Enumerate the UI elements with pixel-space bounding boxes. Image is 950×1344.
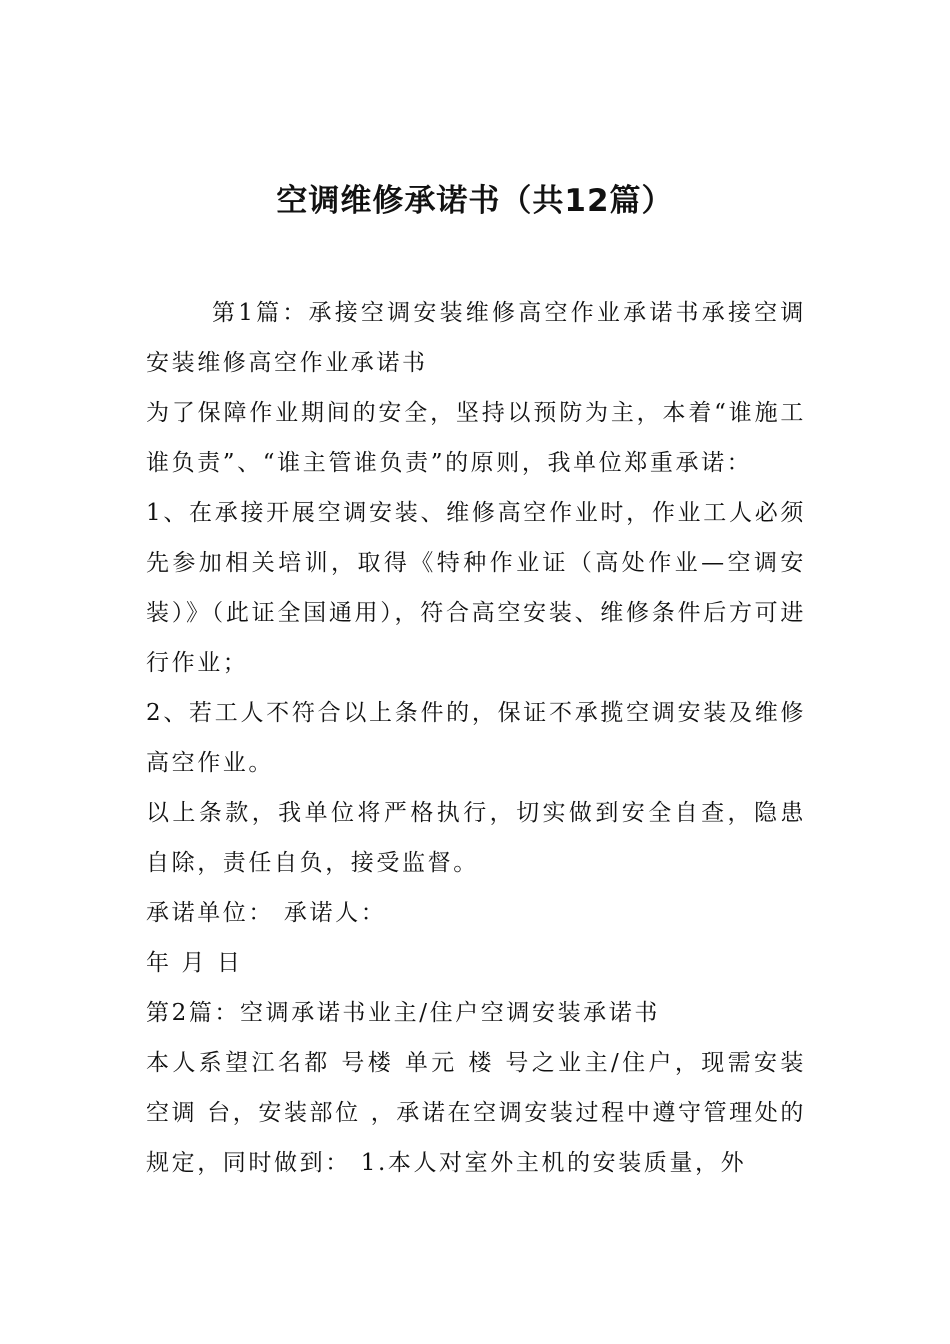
paragraph-section-2-heading: 第2篇：空调承诺书业主/住户空调安装承诺书 (146, 1000, 660, 1026)
paragraph-section-2-body: 本人系望江名都 号楼 单元 楼 号之业主/住户，现需安装空调 台，安装部位 ，承诺在空调安装过程中遵守管理处的规定，同时做到： 1.本人对室外主机的安装质量，外 (146, 1050, 806, 1176)
document-body (146, 288, 806, 1188)
paragraph-date: 年 月 日 (146, 950, 243, 976)
paragraph-clause-1: 1、在承接开展空调安装、维修高空作业时，作业工人必须先参加相关培训，取得《特种作业证（高处作业—空调安装）》（此证全国通用），符合高空安装、维修条件后方可进行作业； (146, 500, 806, 676)
paragraph-intro: 为了保障作业期间的安全，坚持以预防为主，本着“谁施工谁负责”、“谁主管谁负责”的原则，我单位郑重承诺： (146, 400, 806, 476)
paragraph-signatory: 承诺单位： 承诺人： (146, 900, 387, 926)
paragraph-section-1-heading: 第1篇：承接空调安装维修高空作业承诺书承接空调安装维修高空作业承诺书 (146, 300, 806, 376)
document-title: 空调维修承诺书（共12篇） (276, 182, 674, 219)
paragraph-commitment: 以上条款，我单位将严格执行，切实做到安全自查，隐患自除，责任自负，接受监督。 (146, 800, 806, 876)
paragraph-clause-2: 2、若工人不符合以上条件的，保证不承揽空调安装及维修高空作业。 (146, 700, 806, 776)
